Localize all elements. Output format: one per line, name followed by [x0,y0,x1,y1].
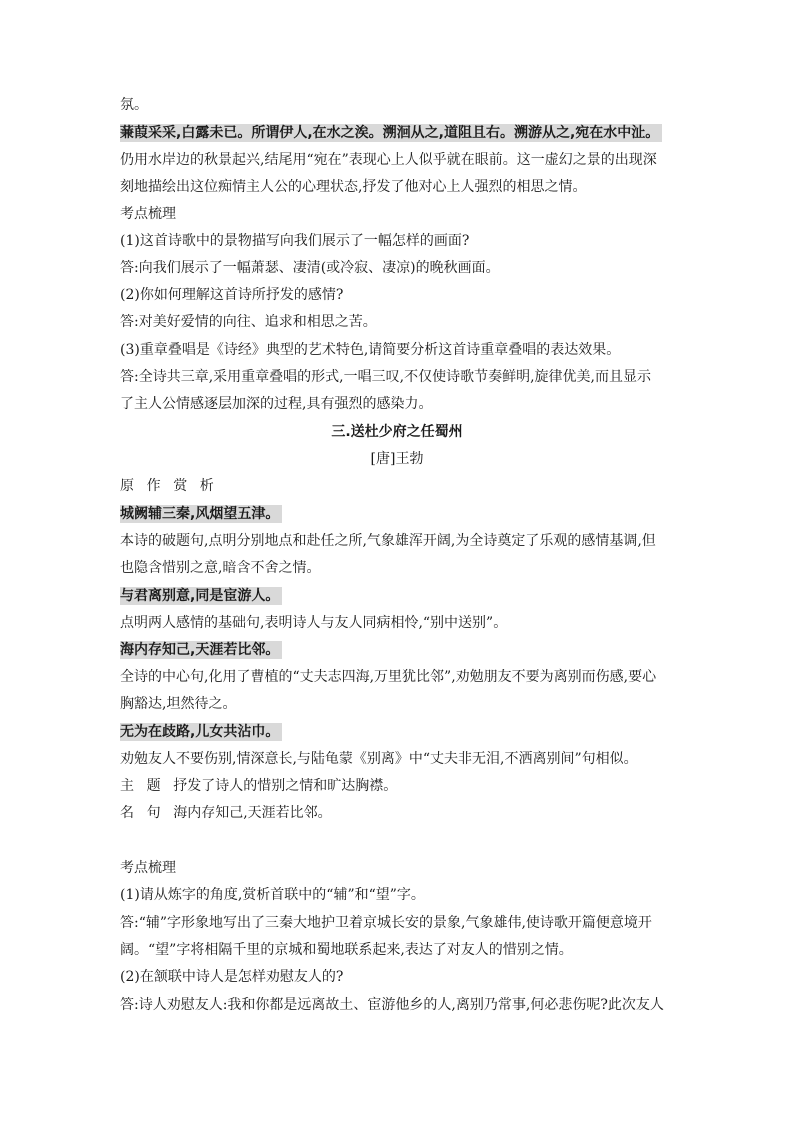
text-line: 刻地描绘出这位痴情主人公的心理状态,抒发了他对心上人强烈的相思之情。 [120,179,587,195]
highlighted-verse: 城阙辅三秦,风烟望五津。 [120,505,282,523]
theme-text: 抒发了诗人的惜别之情和旷达胸襟。 [173,778,398,794]
text-line: 本诗的破题句,点明分别地点和赴任之所,气象雄浑开阔,为全诗奠定了乐观的感情基调,但 [120,533,656,549]
question-line: (3)重章叠唱是《诗经》典型的艺术特色,请简要分析这首诗重章叠唱的表达效果。 [120,342,621,358]
answer-line: 答:全诗共三章,采用重章叠唱的形式,一唱三叹,不仅使诗歌节奏鲜明,旋律优美,而且显示 [120,369,651,385]
poem-stanza-line [120,123,662,143]
highlighted-verse: 海内存知己,天涯若比邻。 [120,641,282,659]
poem-couplet-line [120,504,282,524]
question-line: (2)你如何理解这首诗所抒发的感情? [120,287,344,303]
text-line: 仍用水岸边的秋景起兴,结尾用“宛在”表现心上人似乎就在眼前。这一虚幻之景的出现深 [120,152,657,168]
text-line: 点明两人感情的基础句,表明诗人与友人同病相怜,“别中送别”。 [120,615,508,631]
highlighted-verse: 蒹葭采采,白露未已。所谓伊人,在水之涘。溯洄从之,道阻且右。溯游从之,宛在水中沚。 [120,124,662,142]
section-label: 原作赏析 [120,478,227,494]
highlighted-verse: 与君离别意,同是宦游人。 [120,587,282,605]
poem-couplet-line [120,586,282,606]
poem-couplet-line [120,640,282,660]
text-line: 也隐含惜别之意,暗含不舍之情。 [120,560,321,576]
section-label: 考点梳理 [120,206,176,222]
answer-line: 答:向我们展示了一幅萧瑟、凄清(或冷寂、凄凉)的晚秋画面。 [120,260,500,276]
section-label: 考点梳理 [120,860,176,876]
answer-line: 答:“辅”字形象地写出了三秦大地护卫着京城长安的景象,气象雄伟,使诗歌开篇便意境开 [120,915,652,931]
text-line: 全诗的中心句,化用了曹植的“丈夫志四海,万里犹比邻”,劝勉朋友不要为离别而伤感,要心 [120,669,657,685]
answer-line: 了主人公情感逐层加深的过程,具有强烈的感染力。 [120,396,433,412]
poem-title: 三.送杜少府之任蜀州 [331,424,463,440]
answer-line: 答:诗人劝慰友人:我和你都是远离故土、宦游他乡的人,离别乃常事,何必悲伤呢?此次友人 [120,997,664,1013]
question-line: (2)在颔联中诗人是怎样劝慰友人的? [120,969,344,985]
highlighted-verse: 无为在歧路,儿女共沾巾。 [120,723,282,741]
text-line: 胸豁达,坦然待之。 [120,696,237,712]
theme-label: 主题 [120,778,174,794]
answer-line: 答:对美好爱情的向往、追求和相思之苦。 [120,314,377,330]
answer-line: 阔。“望”字将相隔千里的京城和蜀地联系起来,表达了对友人的惜别之情。 [120,942,573,958]
theme-line [120,776,397,796]
text-line: 氛。 [120,97,148,113]
question-line: (1)请从炼字的角度,赏析首联中的“辅”和“望”字。 [120,887,425,903]
text-line: 劝勉友人不要伤别,情深意长,与陆龟蒙《别离》中“丈夫非无泪,不洒离别间”句相似。 [120,751,638,767]
famous-line-label: 名句 [120,805,174,821]
question-line: (1)这首诗歌中的景物描写向我们展示了一幅怎样的画面? [120,233,470,249]
famous-line-text: 海内存知己,天涯若比邻。 [173,805,332,821]
poem-couplet-line [120,722,282,742]
poem-author: [唐]王勃 [370,451,424,467]
famous-line [120,803,332,823]
